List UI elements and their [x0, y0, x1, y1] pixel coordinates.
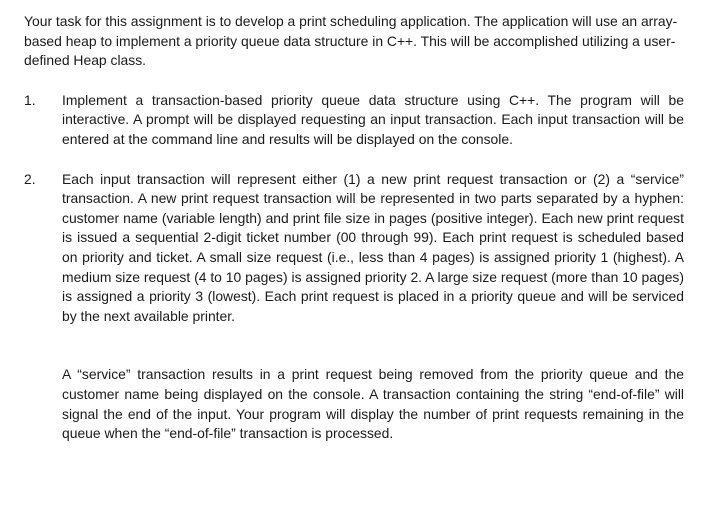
- list-number: 2.: [24, 170, 36, 187]
- list-item-text: Each input transaction will represent either (1) a new print request transaction or (2) a “service” transaction. A new print request transaction will be represented in two parts separated by a hyphen: customer name (variable length) and print file size in pages (positive integer). Each new print request is issued a sequential 2-digit ticket number (00 through 99). Each print request is scheduled based on priority and ticket. A small size request (i.e., less than 4 pages) is assigned priority 1 (highest). A medium size request (4 to 10 pages) is assigned priority 2. A large size request (more than 10 pages) is assigned a priority 3 (lowest). Each print request is placed in a priority queue and will be serviced by the next available printer.: [62, 170, 684, 324]
- list-item-2: [24, 170, 684, 327]
- list-number: 1.: [24, 91, 36, 108]
- list-item-1: [24, 91, 684, 150]
- assignment-document: [24, 12, 684, 444]
- service-paragraph: A “service” transaction results in a print request being removed from the priority queue and the customer name being displayed on the console. A transaction containing the string “end-of-file” will signal the end of the input. Your program will display the number of print requests remaining in the queue when the “end-of-file” transaction is processed.: [62, 366, 684, 442]
- list-item-text: Implement a transaction-based priority queue data structure using C++. The program will be interactive. A prompt will be displayed requesting an input transaction. Each input transaction will be entered at the command line and results will be displayed on the console.: [62, 91, 684, 147]
- intro-paragraph: Your task for this assignment is to develop a print scheduling application. The application will use an array-based heap to implement a priority queue data structure in C++. This will be accomplished utilizing a user-defined Heap class.: [24, 13, 678, 69]
